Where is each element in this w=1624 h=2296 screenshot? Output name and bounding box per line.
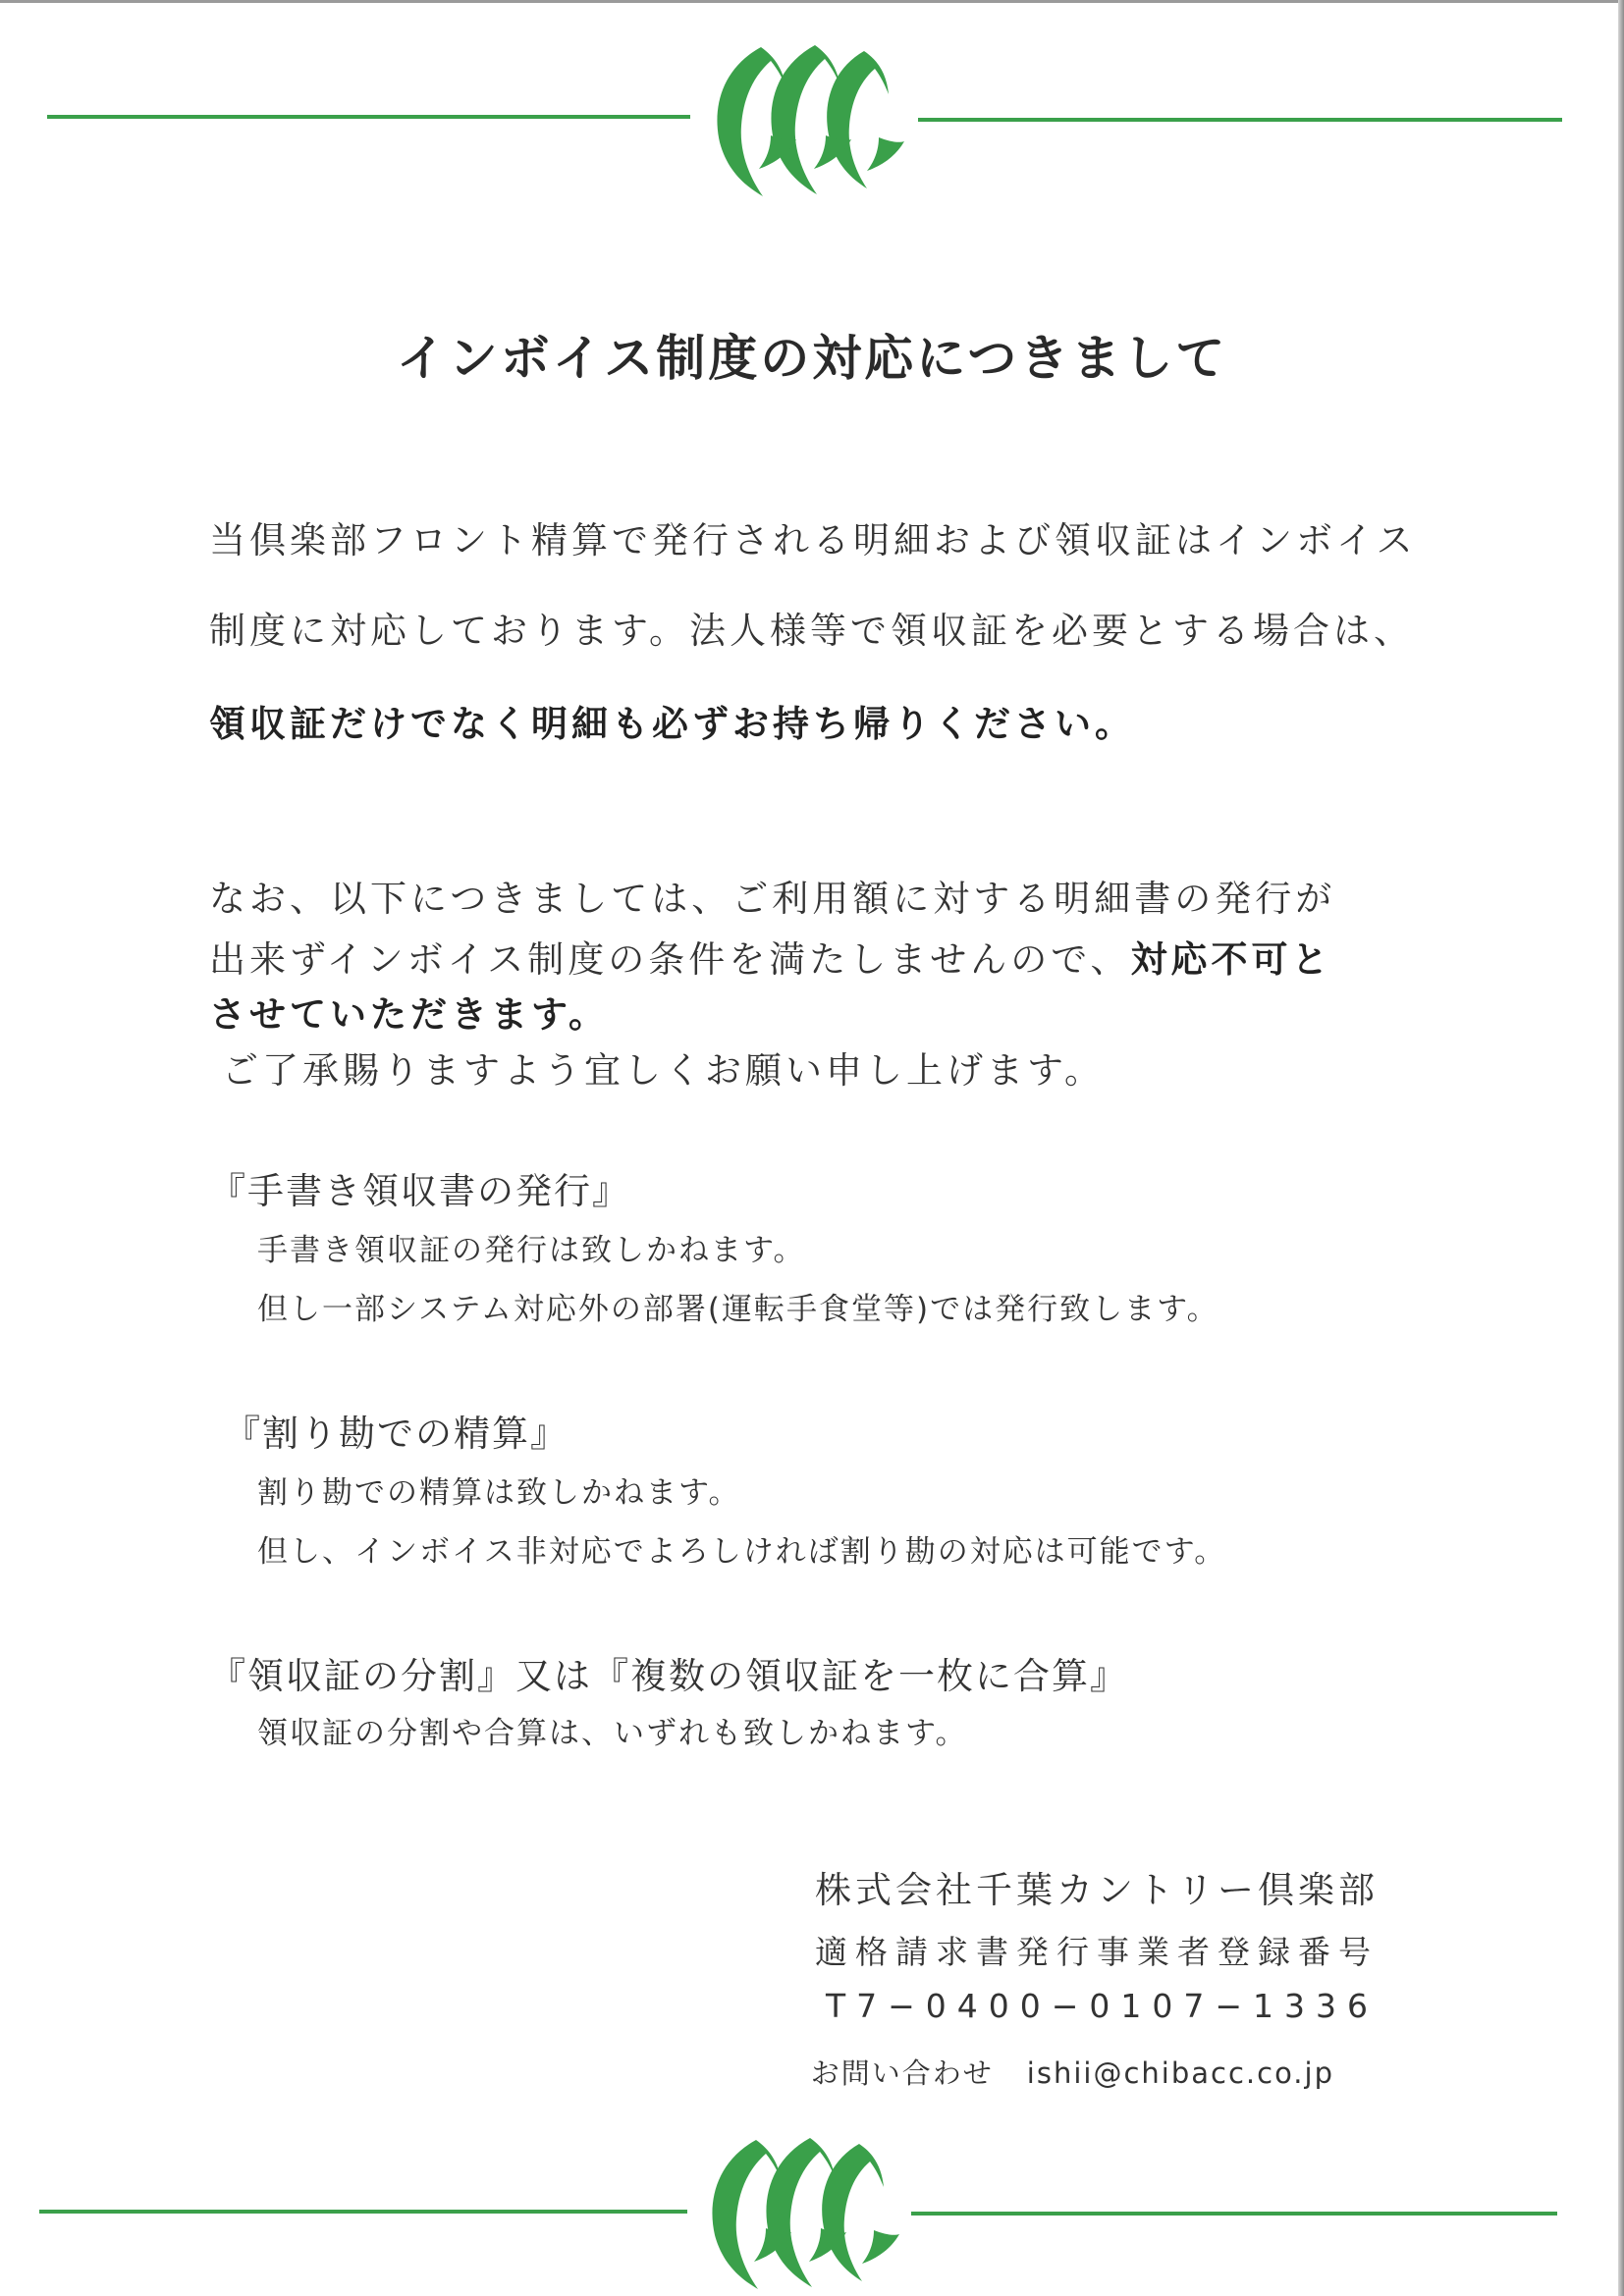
notice-line-2-plain: 出来ずインボイス制度の条件を満たしませんので、 bbox=[209, 938, 1131, 981]
notice-line-2 bbox=[209, 930, 1417, 983]
footer-rule-right bbox=[911, 2212, 1557, 2216]
intro-line-3 bbox=[209, 694, 1417, 747]
footer-rule-left bbox=[39, 2210, 687, 2214]
notice-line-1: なお、以下につきましては、ご利用額に対する明細書の発行が bbox=[209, 878, 1336, 920]
club-logo-top bbox=[702, 39, 908, 201]
registration-label: 適格請求書発行事業者登録番号 bbox=[815, 1933, 1379, 1971]
intro-line-3-bold: 領収証だけでなく明細も必ずお持ち帰りください。 bbox=[209, 703, 1135, 745]
contact-email: ishii@chibacc.co.jp bbox=[1026, 2056, 1334, 2090]
company-name: 株式会社千葉カントリー倶楽部 bbox=[815, 1869, 1379, 1911]
contact-label: お問い合わせ bbox=[810, 2056, 994, 2090]
notice-line-3 bbox=[209, 985, 1417, 1038]
club-logo-bottom bbox=[697, 2132, 903, 2294]
section-heading-receipt-split-merge: 『領収証の分割』又は『複数の領収証を一枚に合算』 bbox=[209, 1655, 1128, 1697]
intro-line-2: 制度に対応しております。法人様等で領収証を必要とする場合は、 bbox=[209, 610, 1415, 652]
notice-line-3-bold: させていただきます。 bbox=[209, 993, 610, 1036]
section-heading-handwritten-receipt: 『手書き領収書の発行』 bbox=[209, 1170, 630, 1212]
notice-line-2-bold: 対応不可と bbox=[1130, 938, 1332, 981]
scan-edge-top bbox=[0, 0, 1624, 3]
header-rule-right bbox=[918, 118, 1562, 122]
section-2-line-1: 割り勘での精算は致しかねます。 bbox=[257, 1475, 741, 1511]
notice-line-4: ご了承賜りますよう宜しくお願い申し上げます。 bbox=[222, 1049, 1106, 1092]
section-1-line-1: 手書き領収証の発行は致しかねます。 bbox=[257, 1233, 806, 1268]
header-rule-left bbox=[47, 115, 690, 119]
registration-number: T7−0400−0107−1336 bbox=[825, 1987, 1379, 2025]
section-1-line-2: 但し一部システム対応外の部署(運転手食堂等)では発行致します。 bbox=[257, 1292, 1219, 1327]
intro-line-1: 当倶楽部フロント精算で発行される明細および領収証はインボイス bbox=[209, 519, 1417, 561]
contact-line bbox=[811, 2052, 1334, 2092]
page-title: インボイス制度の対応につきまして bbox=[396, 330, 1228, 387]
section-3-line-1: 領収証の分割や合算は、いずれも致しかねます。 bbox=[257, 1716, 968, 1751]
section-heading-split-bill: 『割り勘での精算』 bbox=[224, 1413, 568, 1455]
section-2-line-2: 但し、インボイス非対応でよろしければ割り勘の対応は可能です。 bbox=[257, 1534, 1227, 1570]
